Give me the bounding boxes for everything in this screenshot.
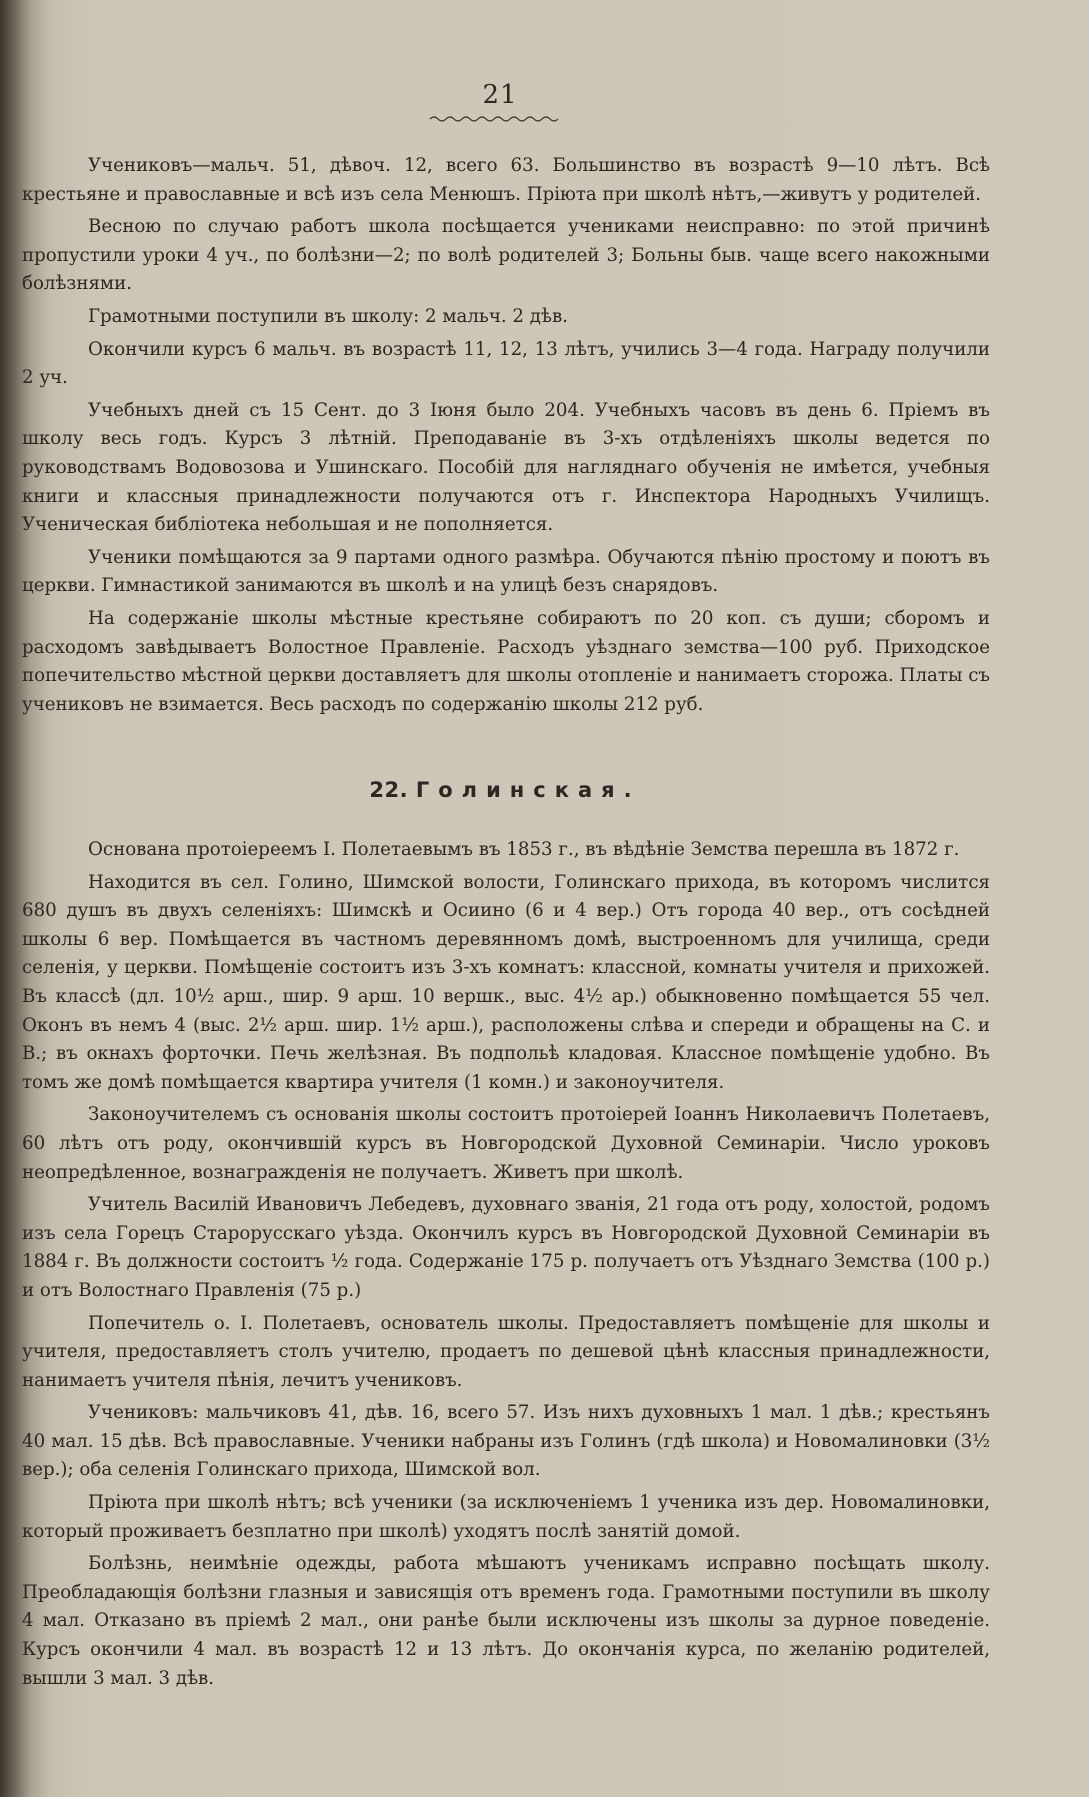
paragraph: Законоучителемъ съ основанія школы состоитъ протоіерей Іоаннъ Николаевичъ Полетаевъ, 60 лѣтъ отъ роду, окончившій курсъ въ Новгородской Духовной Семинаріи. Число уроковъ неопредѣленное, вознагражденія не получаетъ. Живетъ при школѣ. [22,1104,990,1183]
paragraph: Пріюта при школѣ нѣтъ; всѣ ученики (за исключеніемъ 1 ученика изъ дер. Новомалиновки, который проживаетъ безплатно при школѣ) уходятъ послѣ занятій домой. [22,1492,990,1542]
paragraph: Находится въ сел. Голино, Шимской волости, Голинскаго прихода, въ которомъ числится 680 душъ въ двухъ селеніяхъ: Шимскѣ и Осиино (6 и 4 вер.) Отъ города 40 вер., отъ сосѣдней школы 6 вер. Помѣщается въ частномъ деревянномъ домѣ, выстроенномъ для училища, среди селенія, у церкви. Помѣщеніе состоитъ изъ 3-хъ комнатъ: классной, комнаты учителя и прихожей. Въ классѣ (дл. 10½ арш., шир. 9 арш. 10 вершк., выс. 4½ ар.) обыкновенно помѣщается 55 чел. Оконъ въ немъ 4 (выс. 2½ арш. шир. 1½ арш.), расположены слѣва и спереди и обращены на С. и В.; въ окнахъ форточки. Печь желѣзная. Въ подпольѣ кладовая. Классное помѣщеніе удобно. Въ томъ же домѣ помѣщается квартира учителя (1 комн.) и законоучителя. [22,871,990,1093]
paragraph: Болѣзнь, неимѣніе одежды, работа мѣшаютъ ученикамъ исправно посѣщать школу. Преобладающія болѣзни глазныя и зависящія отъ временъ года. Грамотными поступили въ школу 4 мал. Отказано въ пріемѣ 2 мал., они ранѣе были исключены изъ школы за дурное поведеніе. Курсъ окончили 4 мал. въ возрастѣ 12 и 13 лѣтъ. До окончанія курса, по желанію родителей, вышли 3 мал. 3 дѣв. [22,1553,990,1689]
paragraph: Весною по случаю работъ школа посѣщается учениками неисправно: по этой причинѣ пропустили уроки 4 уч., по болѣзни—2; по волѣ родителей 3; Больны быв. чаще всего накожными болѣзнями. [22,216,990,295]
text-block-school-21 [22,152,990,723]
section-name: Голинская. [415,778,641,802]
section-heading [0,778,1010,802]
paragraph: Учитель Василій Ивановичъ Лебедевъ, духовнаго званія, 21 года отъ роду, холостой, родомъ изъ села Горецъ Старорусскаго уѣзда. Окончилъ курсъ въ Новгородской Духовной Семинаріи въ 1884 г. Въ должности состоитъ ½ года. Содержаніе 175 р. получаетъ отъ Уѣзднаго Земства (100 р.) и отъ Волостнаго Правленія (75 р.) [22,1194,990,1301]
paragraph: Ученики помѣщаются за 9 партами одного размѣра. Обучаются пѣнію простому и поютъ въ церкви. Гимнастикой занимаются въ школѣ и на улицѣ безъ снарядовъ. [22,546,990,597]
paragraph: Попечитель о. І. Полетаевъ, основатель школы. Предоставляетъ помѣщеніе для школы и учителя, предоставляетъ столъ учителю, продаетъ по дешевой цѣнѣ классныя принадлежности, нанимаетъ учителя пѣнія, лечитъ учениковъ. [22,1312,990,1391]
paragraph: Учениковъ—мальч. 51, дѣвоч. 12, всего 63. Большинство въ возрастѣ 9—10 лѣтъ. Всѣ крестьяне и православные и всѣ изъ села Менюшъ. Пріюта при школѣ нѣтъ,—живутъ у родителей. [22,155,990,205]
paragraph: Грамотными поступили въ школу: 2 мальч. 2 дѣв. [88,305,568,327]
section-number: 22. [369,778,409,802]
wavy-ornament [428,114,564,124]
paragraph: Основана протоіереемъ І. Полетаевымъ въ 1853 г., въ вѣдѣніе Земства перешла въ 1872 г. [88,839,960,860]
paragraph: Учениковъ: мальчиковъ 41, дѣв. 16, всего 57. Изъ нихъ духовныхъ 1 мал. 1 дѣв.; крестьянъ 40 мал. 15 дѣв. Всѣ православные. Ученики набраны изъ Голинъ (гдѣ школа) и Новомалиновки (3½ вер.); оба селенія Голинскаго прихода, Шимской вол. [22,1402,990,1481]
page-number: 21 [482,80,518,110]
text-block-school-22 [22,836,990,1697]
paragraph: Учебныхъ дней съ 15 Сент. до 3 Іюня было 204. Учебныхъ часовъ въ день 6. Пріемъ въ школу весь годъ. Курсъ 3 лѣтній. Преподаваніе въ 3-хъ отдѣленіяхъ школы ведется по руководствамъ Водовозова и Ушинскаго. Пособій для нагляднаго обученія не имѣется, учебныя книги и классныя принадлежности получаются отъ г. Инспектора Народныхъ Училищъ. Ученическая библіотека небольшая и не пополняется. [22,399,990,536]
paragraph: На содержаніе школы мѣстные крестьяне собираютъ по 20 коп. съ души; сборомъ и расходомъ завѣдываетъ Волостное Правленіе. Расходъ уѣзднаго земства—100 руб. Приходское попечительство мѣстной церкви доставляетъ для школы отопленіе и нанимаетъ сторожа. Платы съ учениковъ не взимается. Весь расходъ по содержанію школы 212 руб. [22,607,990,715]
paragraph: Окончили курсъ 6 мальч. въ возрастѣ 11, 12, 13 лѣтъ, учились 3—4 года. Награду получили 2 уч. [22,338,990,389]
